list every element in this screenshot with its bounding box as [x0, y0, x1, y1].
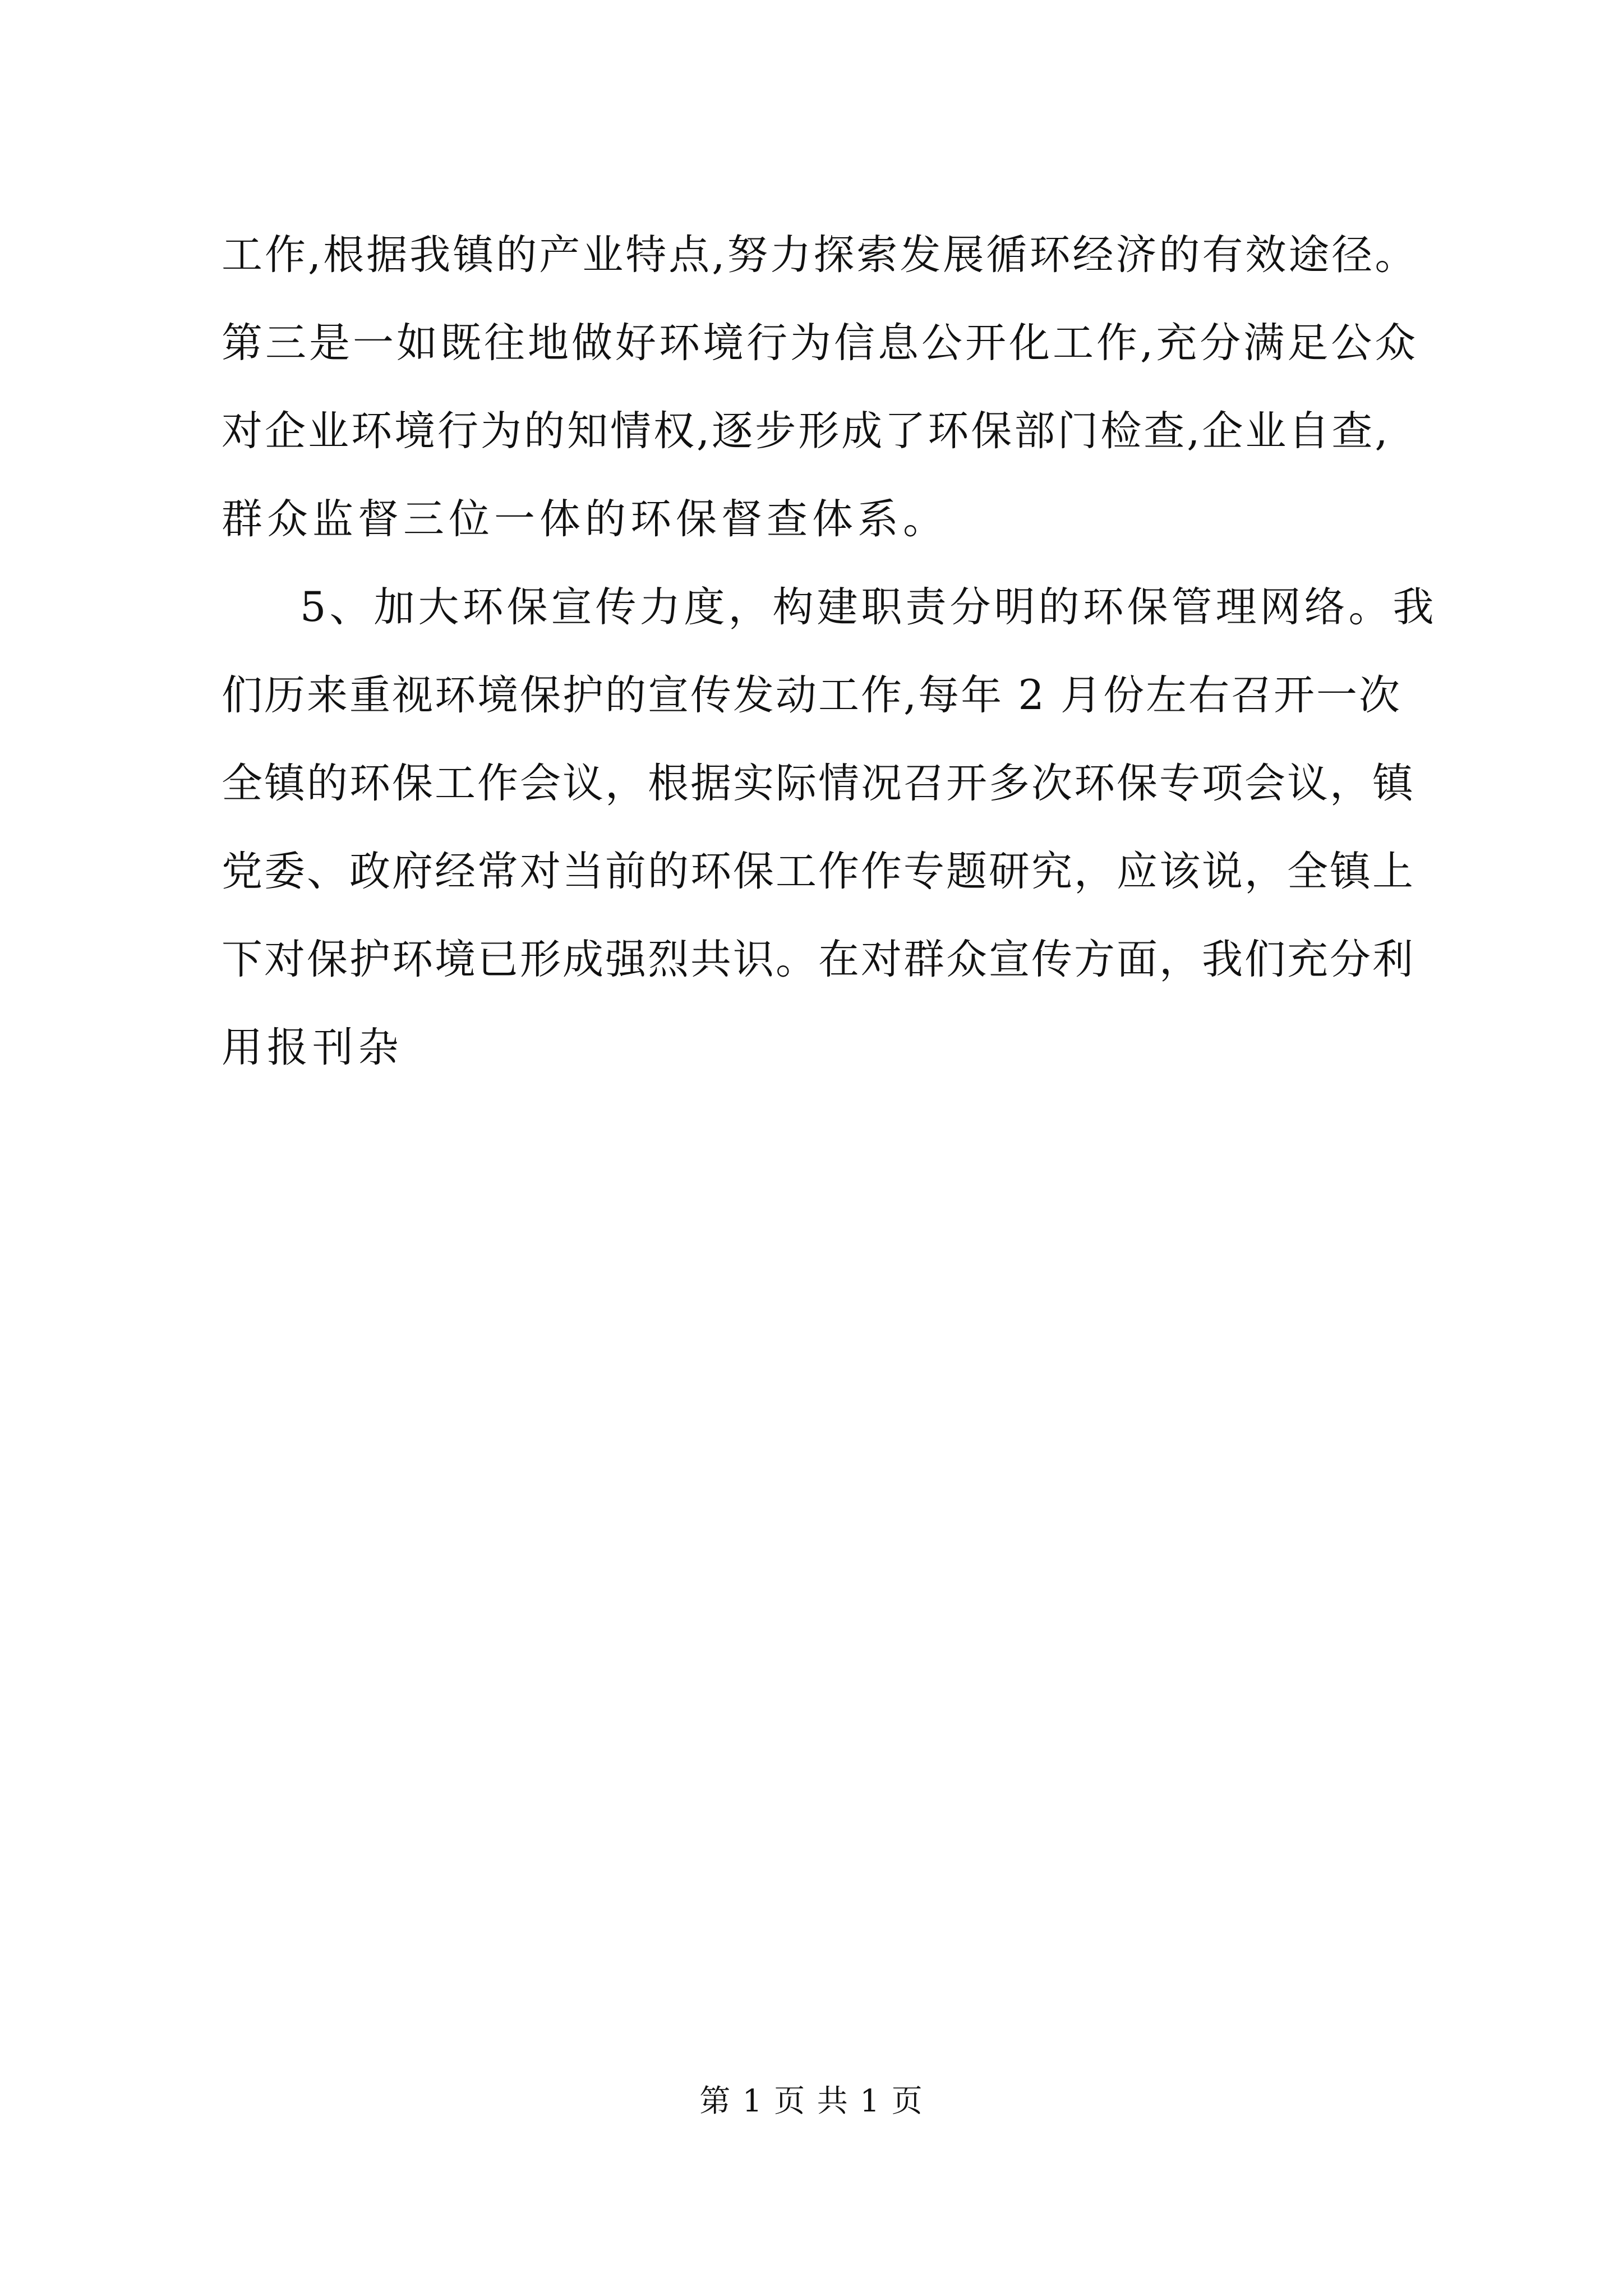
text-line: 用报刊杂 [222, 1024, 403, 1071]
text-line: 全镇的环保工作会议，根据实际情况召开多次环保专项会议，镇 [222, 760, 1415, 807]
text-line: 对企业环境行为的知情权,逐步形成了环保部门检查,企业自查, [222, 407, 1390, 455]
text-line: 群众监督三位一体的环保督查体系。 [222, 495, 948, 543]
paragraph-start-line: 5、加大环保宣传力度，构建职责分明的环保管理网络。我 [300, 583, 1437, 631]
text-line: 党委、政府经常对当前的环保工作作专题研究，应该说，全镇上 [222, 848, 1415, 895]
page-number-footer: 第 1 页 共 1 页 [699, 2083, 924, 2119]
text-line: 们历来重视环境保护的宣传发动工作,每年 2 月份左右召开一次 [222, 671, 1402, 719]
text-line: 下对保护环境已形成强烈共识。在对群众宣传方面，我们充分利 [222, 936, 1415, 983]
text-line: 工作,根据我镇的产业特点,努力探索发展循环经济的有效途径。 [222, 231, 1418, 279]
text-line: 第三是一如既往地做好环境行为信息公开化工作,充分满足公众 [222, 319, 1419, 367]
